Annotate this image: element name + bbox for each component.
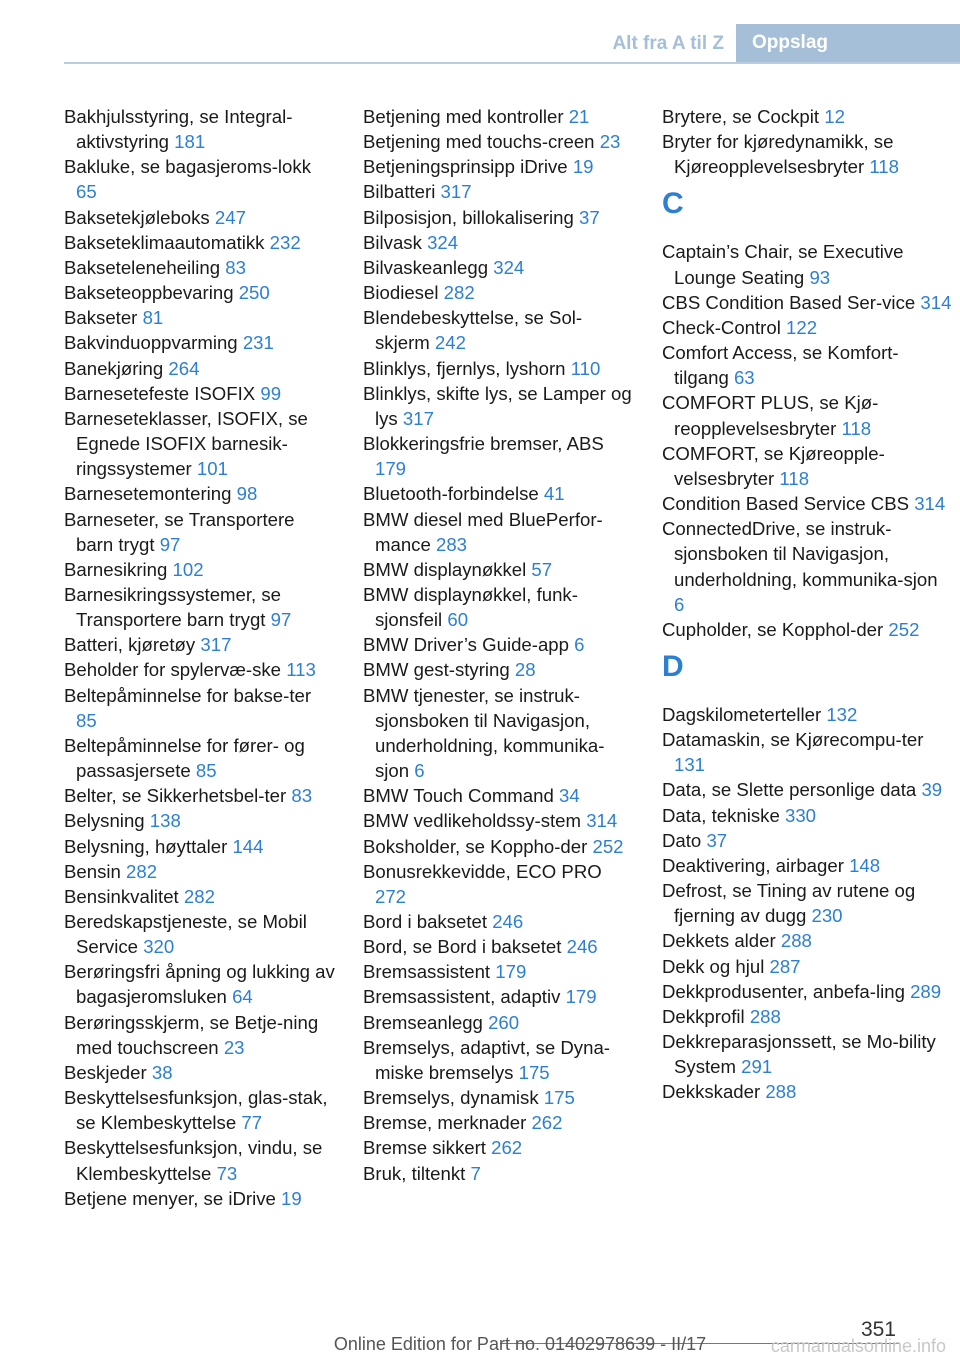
page-reference-link[interactable]: 330 [785,804,817,826]
index-entry-text: Beskyttelsesfunksjon, vindu, se Klembeskyttelse [64,1137,323,1184]
index-entry-text: BMW displaynøkkel, funk-sjonsfeil [363,583,578,631]
page-reference-link[interactable]: 282 [183,885,215,907]
page-reference-link[interactable]: 34 [559,785,580,807]
index-entry-text: Data, tekniske [662,804,780,826]
index-entry [363,1135,635,1160]
page-reference-link[interactable]: 64 [232,986,253,1008]
index-entry [64,1186,336,1211]
index-entry [662,315,952,340]
index-entry [363,1035,635,1085]
index-entry [363,683,635,784]
index-entry [64,481,336,506]
index-entry [662,777,952,802]
index-entry [64,280,336,305]
index-entry-text: Barnesikringssystemer, se Transportere barn trygt [64,583,282,631]
page-reference-link[interactable]: 73 [216,1162,238,1184]
page-reference-link[interactable]: 252 [888,618,920,640]
index-entry-text: Bilposisjon, billokalisering [363,206,574,228]
index-entry [662,290,952,315]
page-reference-link[interactable]: 81 [142,307,164,329]
index-column-3 [662,104,952,1104]
index-entry [363,783,635,808]
page-reference-link[interactable]: 131 [674,754,706,776]
index-entry-text: Bakhjulsstyring, se Integral-aktivstyring [64,106,293,153]
index-entry-text: BMW gest-styring [363,659,510,681]
index-entry [662,1029,952,1079]
index-entry-text: Dekk og hjul [662,955,765,977]
index-entry-text: BMW Touch Command [363,785,554,807]
page-reference-link[interactable]: 39 [921,779,943,801]
page-reference-link[interactable]: 28 [514,659,536,681]
index-entry [662,702,952,727]
index-entry-text: Bremse sikkert [363,1137,486,1159]
page-reference-link[interactable]: 262 [531,1112,563,1134]
page-reference-link[interactable]: 21 [568,106,590,127]
index-entry-text: Check-Control [662,316,781,338]
index-entry-text: Betjening med kontroller [363,106,564,127]
index-entry [662,390,952,440]
index-entry-text: CBS Condition Based Ser-vice [662,291,916,313]
index-entry-text: Beltepåminnelse for fører- og passasjersete [64,734,305,782]
page-reference-link[interactable]: 6 [674,593,685,615]
index-entry-text: Comfort Access, se Komfort-tilgang [662,342,899,389]
page-reference-link[interactable]: 85 [76,709,97,731]
page-reference-link[interactable]: 97 [270,609,292,631]
page-reference-link[interactable]: 98 [236,483,258,505]
index-entry-text: Bremsassistent, adaptiv [363,986,561,1008]
page-reference-link[interactable]: 247 [214,206,246,228]
index-entry [363,959,635,984]
index-entry [64,330,336,355]
page-reference-link[interactable]: 7 [470,1162,481,1184]
index-entry-text: Belter, se Sikkerhetsbel-ter [64,785,287,807]
index-entry [363,129,635,154]
index-entry-text: Dekkets alder [662,930,776,952]
page-reference-link[interactable]: 85 [195,760,217,782]
index-entry [363,1010,635,1035]
page-reference-link[interactable]: 60 [447,609,469,631]
index-entry [363,834,635,859]
index-entry-text: Bruk, tiltenkt [363,1162,466,1184]
page-reference-link[interactable]: 291 [741,1056,773,1078]
page-reference-link[interactable]: 63 [733,367,755,389]
page-reference-link[interactable]: 264 [168,357,200,379]
page-reference-link[interactable]: 262 [491,1137,523,1159]
index-entry [64,1010,336,1060]
index-entry [363,280,635,305]
index-entry-text: Bakluke, se bagasjeroms-lokk [64,156,311,178]
index-entry [363,909,635,934]
index-entry [64,356,336,381]
index-entry-text: BMW displaynøkkel [363,558,527,580]
page-reference-link[interactable]: 83 [291,785,313,807]
index-entry-text: Bensin [64,860,121,882]
index-letter-heading: D [662,649,684,683]
index-entry-text: Berøringsskjerm, se Betje-ning med touchscreen [64,1011,319,1058]
index-entry-text: Betjene menyer, se iDrive [64,1187,276,1209]
index-entry-text: Data, se Slette personlige data [662,779,917,801]
page-reference-link[interactable]: 282 [126,860,158,882]
index-column-1 [64,104,336,1211]
page-reference-link[interactable]: 110 [570,357,601,379]
page-reference-link[interactable]: 175 [518,1061,550,1083]
index-entry [662,491,952,516]
index-entry [64,154,336,204]
index-entry [363,255,635,280]
index-entry [363,1161,635,1186]
index-entry [64,632,336,657]
index-entry [363,984,635,1009]
index-entry-text: BMW tjenester, se instruk-sjonsboken til Navigasjon, underholdning, kommunika-sjon [363,684,605,782]
edition-note: Online Edition for Part no. 01402978639 - II/17 [333,1334,707,1354]
index-entry-text: Bremsassistent [363,961,491,983]
index-entry-text: Bryter for kjøredynamikk, se Kjøreopplevelsesbryter [662,131,894,178]
page-reference-link[interactable]: 179 [495,961,527,983]
index-entry-text: Bremselys, dynamisk [363,1087,539,1109]
index-entry [363,1085,635,1110]
index-entry-text: Bakvinduoppvarming [64,332,238,354]
page-reference-link[interactable]: 314 [914,493,946,515]
index-entry-text: Dagskilometerteller [662,703,822,725]
page-reference-link[interactable]: 77 [241,1112,263,1134]
index-entry [662,516,952,617]
page-reference-link[interactable]: 272 [375,885,407,907]
index-entry-text: Beltepåminnelse for bakse-ter [64,684,312,706]
index-entry-text: Bilvask [363,231,422,253]
index-entry [64,205,336,230]
page-reference-link[interactable]: 314 [586,810,618,832]
index-entry-text: ConnectedDrive, se instruk-sjonsboken til Navigasjon, underholdning, kommunika-sjon [662,518,938,590]
page-reference-link[interactable]: 6 [574,634,585,656]
page-reference-link[interactable]: 282 [443,282,475,304]
index-entry-text: Boksholder, se Koppho-der [363,835,588,857]
page-reference-link[interactable]: 122 [786,316,818,338]
index-entry [64,859,336,884]
page-reference-link[interactable]: 179 [375,458,407,480]
header-rule [64,62,960,64]
index-entry [64,507,336,557]
page-reference-link[interactable]: 113 [286,659,316,681]
index-entry-text: Bakseteleneheiling [64,256,221,278]
index-entry [662,803,952,828]
page-reference-link[interactable]: 317 [440,181,472,203]
index-entry [662,878,952,928]
page-reference-link[interactable]: 12 [824,106,845,127]
page-reference-link[interactable]: 230 [811,905,843,927]
index-entry [64,582,336,632]
index-entry-text: Defrost, se Tining av rutene og fjerning av dugg [662,880,916,927]
page-reference-link[interactable]: 118 [841,417,872,439]
index-entry [363,557,635,582]
index-entry-text: Cupholder, se Kopphol-der [662,618,884,640]
index-entry-text: Belysning [64,810,145,832]
index-entry [662,954,952,979]
page-reference-link[interactable]: 324 [427,231,459,253]
index-entry [64,909,336,959]
page-reference-link[interactable]: 287 [769,955,801,977]
index-entry [64,959,336,1009]
index-entry [363,507,635,557]
page-reference-link[interactable]: 260 [488,1011,520,1033]
page-reference-link[interactable]: 19 [281,1187,302,1209]
page-reference-link[interactable]: 23 [223,1036,245,1058]
index-entry-text: Datamaskin, se Kjørecompu-ter [662,729,924,751]
page-reference-link[interactable]: 317 [402,407,434,429]
index-entry-text: Banekjøring [64,357,164,379]
page-reference-link[interactable]: 242 [434,332,466,354]
index-entry [662,129,952,179]
index-entry-text: Brytere, se Cockpit [662,106,820,127]
index-entry-text: Bremse, merknader [363,1112,527,1134]
index-entry [64,406,336,481]
index-entry-text: Bakseter [64,307,138,329]
index-entry-text: BMW diesel med BluePerfor-mance [363,508,603,555]
index-entry-text: Dekkprofil [662,1005,745,1027]
page-reference-link[interactable]: 37 [706,829,728,851]
index-entry [64,381,336,406]
page-reference-link[interactable]: 65 [76,181,97,203]
index-entry [363,481,635,506]
index-entry [64,808,336,833]
page-reference-link[interactable]: 232 [269,231,301,253]
index-entry [662,828,952,853]
index-entry-text: Bord, se Bord i baksetet [363,936,562,958]
index-entry [662,239,952,289]
index-entry [662,1079,952,1104]
watermark: carmanualsonline.info [770,1336,946,1356]
index-entry-text: Biodiesel [363,282,439,304]
index-entry-text: Betjeningsprinsipp iDrive [363,156,568,178]
page-reference-link[interactable]: 138 [149,810,181,832]
index-entry [64,230,336,255]
index-entry [64,733,336,783]
index-entry-text: BMW vedlikeholdssy-stem [363,810,582,832]
index-entry [363,179,635,204]
page-reference-link[interactable]: 118 [779,467,810,489]
index-entry-text: Baksetekjøleboks [64,206,210,228]
index-entry [662,441,952,491]
index-entry-text: Bluetooth-forbindelse [363,483,539,505]
index-entry [64,657,336,682]
index-entry [363,657,635,682]
index-entry [662,853,952,878]
page-reference-link[interactable]: 288 [749,1005,781,1027]
index-entry-text: Barnesikring [64,558,168,580]
index-entry [363,808,635,833]
index-entry [64,1085,336,1135]
index-entry-text: Dato [662,829,702,851]
index-entry-text: Blokkeringsfrie bremser, ABS [363,433,604,455]
page-reference-link[interactable]: 144 [232,835,264,857]
index-entry-text: Captain’s Chair, se Executive Lounge Seating [662,241,904,288]
page-reference-link[interactable]: 231 [242,332,274,354]
index-entry [363,859,635,909]
index-entry [363,934,635,959]
index-entry [64,834,336,859]
index-entry [64,557,336,582]
index-entry-text: Betjening med touchs-creen [363,131,595,153]
page-reference-link[interactable]: 175 [543,1087,575,1109]
index-entry [64,683,336,733]
page-reference-link[interactable]: 179 [565,986,597,1008]
page-reference-link[interactable]: 324 [493,256,525,278]
index-entry [363,431,635,481]
index-entry-text: BMW Driver’s Guide-app [363,634,569,656]
index-letter-heading: C [662,187,684,221]
page-reference-link[interactable]: 320 [143,936,175,958]
index-entry-text: Dekkskader [662,1081,761,1103]
index-entry-text: Belysning, høyttaler [64,835,228,857]
index-entry-text: Barneseteklasser, ISOFIX, se Egnede ISOFIX barnesik-ringssystemer [64,407,308,480]
page-reference-link[interactable]: 41 [543,483,565,505]
page-reference-link[interactable]: 132 [826,703,858,725]
page-reference-link[interactable]: 19 [572,156,594,178]
page-reference-link[interactable]: 288 [780,930,812,952]
page-reference-link[interactable]: 252 [592,835,624,857]
index-entry [662,617,952,642]
index-entry [64,1060,336,1085]
index-entry-text: Dekkreparasjonssett, se Mo-bility System [662,1031,936,1078]
page-reference-link[interactable]: 38 [151,1061,173,1083]
index-entry-text: Beskjeder [64,1061,147,1083]
index-entry [64,104,336,154]
index-entry [363,154,635,179]
index-entry [363,582,635,632]
index-entry-text: Bonusrekkevidde, ECO PRO [363,860,602,882]
index-entry-text: Deaktivering, airbager [662,854,844,876]
page-number: 351 [860,1318,896,1341]
index-entry [64,1135,336,1185]
index-entry-text: Blinklys, fjernlys, lyshorn [363,357,566,379]
index-entry [363,381,635,431]
index-entry [662,340,952,390]
page-reference-link[interactable]: 246 [566,936,598,958]
index-entry-text: Bilbatteri [363,181,436,203]
index-entry [363,205,635,230]
index-entry-text: Condition Based Service CBS [662,493,910,515]
index-entry-text: Barneseter, se Transportere barn trygt [64,508,295,555]
index-entry-text: Bremseanlegg [363,1011,483,1033]
index-entry [363,230,635,255]
page-reference-link[interactable]: 101 [196,458,228,480]
index-entry [363,305,635,355]
page-reference-link[interactable]: 23 [599,131,621,153]
index-entry-text: Bensinkvalitet [64,885,179,907]
index-entry-text: Barnesetefeste ISOFIX [64,382,256,404]
index-entry [363,632,635,657]
index-entry [64,255,336,280]
index-entry-text: Beholder for spylervæ-ske [64,659,282,681]
index-entry-text: COMFORT, se Kjøreopple-velsesbryter [662,442,885,489]
page-reference-link[interactable]: 118 [869,156,899,178]
page-reference-link[interactable]: 93 [809,266,831,288]
index-entry-text: Bremselys, adaptivt, se Dyna-miske bremselys [363,1036,610,1083]
page-reference-link[interactable]: 250 [238,282,270,304]
page-reference-link[interactable]: 181 [174,131,206,153]
index-entry-text: Bakseteklimaautomatikk [64,231,265,253]
page-reference-link[interactable]: 83 [225,256,246,278]
index-entry [363,104,635,129]
page-reference-link[interactable]: 246 [492,911,524,932]
index-entry [64,305,336,330]
page-reference-link[interactable]: 37 [579,206,600,228]
section-tab: Oppslag [736,24,960,62]
index-entry-text: Berøringsfri åpning og lukking av bagasjeromsluken [64,961,335,1008]
index-entry-text: Beskyttelsesfunksjon, glas-stak, se Klembeskyttelse [64,1087,328,1134]
index-entry [363,356,635,381]
page-reference-link[interactable]: 97 [159,533,181,555]
page-reference-link[interactable]: 288 [765,1081,797,1103]
page-reference-link[interactable]: 317 [200,634,232,656]
index-column-2 [363,104,635,1186]
index-entry [64,884,336,909]
index-entry-text: Blendebeskyttelse, se Sol-skjerm [363,307,583,354]
index-entry [64,783,336,808]
index-entry [662,104,952,129]
page-reference-link[interactable]: 6 [414,760,425,782]
page-reference-link[interactable]: 99 [260,382,282,404]
index-entry-text: Batteri, kjøretøy [64,634,196,656]
index-entry [662,979,952,1004]
index-entry [662,928,952,953]
section-title: Alt fra A til Z [612,33,724,54]
index-entry-text: Bord i baksetet [363,911,488,932]
index-entry [363,1110,635,1135]
index-entry-text: Bakseteoppbevaring [64,282,234,304]
page-reference-link[interactable]: 314 [920,291,952,313]
index-entry [662,727,952,777]
page-reference-link[interactable]: 148 [849,854,881,876]
index-entry-text: COMFORT PLUS, se Kjø-reopplevelsesbryter [662,392,879,439]
index-entry-text: Beredskapstjeneste, se Mobil Service [64,911,307,958]
page-reference-link[interactable]: 289 [910,980,942,1002]
index-entry-text: Blinklys, skifte lys, se Lamper og lys [363,382,632,429]
page-reference-link[interactable]: 283 [435,533,468,555]
index-entry [662,1004,952,1029]
index-entry-text: Dekkprodusenter, anbefa-ling [662,980,905,1002]
page-reference-link[interactable]: 102 [172,558,204,580]
index-entry-text: Bilvaskeanlegg [363,256,489,278]
page-reference-link[interactable]: 57 [531,558,553,580]
index-entry-text: Barnesetemontering [64,483,232,505]
